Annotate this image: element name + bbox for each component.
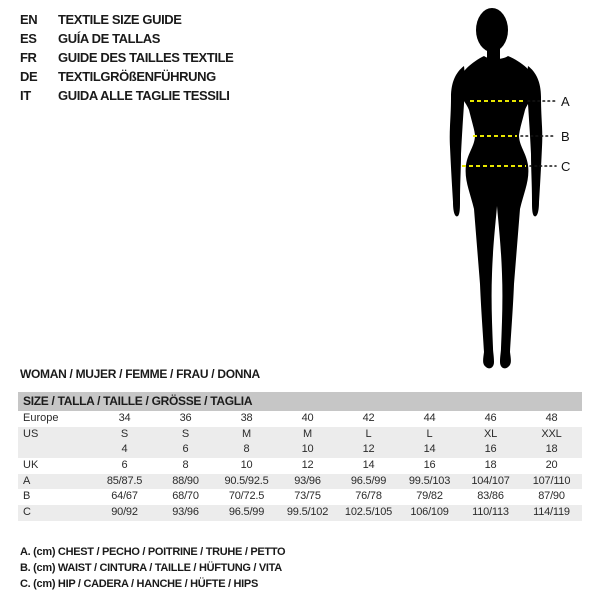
table-cell: 20 xyxy=(545,459,558,472)
row-label: UK xyxy=(23,459,39,472)
table-cell: 102.5/105 xyxy=(344,506,393,519)
legend-code: EN xyxy=(20,12,38,27)
hip-label-c: C xyxy=(561,159,571,174)
language-legend xyxy=(20,10,233,105)
row-label: Europe xyxy=(23,412,59,424)
table-cell: 10 xyxy=(301,443,314,456)
note-hip: C. (cm) HIP / CADERA / HANCHE / HÜFTE / HIPS xyxy=(20,578,258,590)
section-title: WOMAN / MUJER / FEMME / FRAU / DONNA xyxy=(20,367,260,381)
legend-row-de xyxy=(20,67,233,86)
table-cell: S xyxy=(181,427,190,440)
table-cell: 16 xyxy=(423,459,436,472)
table-cell: L xyxy=(365,427,372,440)
table-cell: 14 xyxy=(423,443,436,456)
table-cell: 114/119 xyxy=(533,506,570,519)
table-header: SIZE / TALLA / TAILLE / GRÖSSE / TAGLIA xyxy=(18,392,582,411)
table-cell: L xyxy=(426,427,433,440)
table-row-europe xyxy=(18,411,582,427)
table-cell: 40 xyxy=(301,412,314,424)
table-cell: 6 xyxy=(182,443,189,456)
table-cell: 68/70 xyxy=(172,490,199,503)
legend-code: ES xyxy=(20,31,37,46)
table-cell: 93/96 xyxy=(294,474,321,487)
table-cell: 106/109 xyxy=(410,506,449,519)
table-cell: 8 xyxy=(182,459,189,472)
table-cell: 16 xyxy=(484,443,497,456)
row-label xyxy=(18,442,94,458)
table-cell: 48 xyxy=(545,412,558,424)
woman-silhouette-figure xyxy=(448,4,580,374)
legend-text: GUIDE DES TAILLES TEXTILE xyxy=(58,50,234,65)
table-cell: 99.5/103 xyxy=(408,474,451,487)
table-row-waist-b xyxy=(18,489,582,505)
table-cell: 83/86 xyxy=(477,490,504,503)
legend-text: TEXTILGRÖßENFÜHRUNG xyxy=(58,69,216,84)
table-cell: 12 xyxy=(362,443,375,456)
table-cell: 76/78 xyxy=(355,490,382,503)
table-cell: 93/96 xyxy=(172,506,199,519)
table-cell: 107/110 xyxy=(532,474,571,487)
table-cell: 99.5/102 xyxy=(286,506,329,519)
table-cell: XL xyxy=(483,427,498,440)
table-row-us-numbers xyxy=(18,442,582,458)
legend-code: IT xyxy=(20,88,31,103)
table-cell: 6 xyxy=(121,459,128,472)
table-cell: 104/107 xyxy=(471,474,510,487)
note-chest: A. (cm) CHEST / PECHO / POITRINE / TRUHE / PETTO xyxy=(20,546,286,558)
table-cell: 110/113 xyxy=(472,506,509,519)
legend-code: DE xyxy=(20,69,38,84)
table-cell: M xyxy=(303,427,312,440)
waist-label-b: B xyxy=(561,129,570,144)
table-cell: 90/92 xyxy=(111,506,138,519)
table-cell: S xyxy=(120,427,129,440)
row-label: C xyxy=(23,506,31,519)
table-row-chest-a xyxy=(18,474,582,490)
legend-text: GUÍA DE TALLAS xyxy=(58,31,161,46)
table-cell: 18 xyxy=(484,459,497,472)
table-cell: 46 xyxy=(484,412,497,424)
table-cell: 96.5/99 xyxy=(228,506,265,519)
table-cell: 90.5/92.5 xyxy=(224,474,269,487)
table-cell: 4 xyxy=(121,443,128,456)
measurement-notes xyxy=(20,544,285,592)
table-cell: 12 xyxy=(301,459,314,472)
table-cell: 64/67 xyxy=(111,490,138,503)
table-cell: 34 xyxy=(118,412,131,424)
table-cell: 79/82 xyxy=(416,490,443,503)
table-cell: 88/90 xyxy=(172,474,199,487)
table-cell: 42 xyxy=(362,412,375,424)
table-cell: 87/90 xyxy=(538,490,565,503)
legend-code: FR xyxy=(20,50,37,65)
table-row-us-letters xyxy=(18,427,582,443)
legend-row-fr xyxy=(20,48,233,67)
silhouette-torso-legs xyxy=(457,56,537,368)
table-cell: 96.5/99 xyxy=(350,474,387,487)
table-cell: 14 xyxy=(362,459,375,472)
size-table xyxy=(18,392,582,521)
table-row-uk xyxy=(18,458,582,474)
legend-row-en xyxy=(20,10,233,29)
table-cell: 38 xyxy=(240,412,253,424)
table-row-hip-c xyxy=(18,505,582,521)
table-cell: 10 xyxy=(240,459,253,472)
table-cell: 70/72.5 xyxy=(228,490,265,503)
legend-text: TEXTILE SIZE GUIDE xyxy=(58,12,182,27)
row-label: B xyxy=(23,490,31,503)
legend-text: GUIDA ALLE TAGLIE TESSILI xyxy=(58,88,230,103)
legend-row-it xyxy=(20,86,233,105)
table-cell: 36 xyxy=(179,412,192,424)
legend-row-es xyxy=(20,29,233,48)
row-label: A xyxy=(23,474,31,487)
table-cell: 18 xyxy=(545,443,558,456)
chest-label-a: A xyxy=(561,94,570,109)
note-waist: B. (cm) WAIST / CINTURA / TAILLE / HÜFTUNG / VITA xyxy=(20,562,282,574)
table-cell: 85/87.5 xyxy=(106,474,143,487)
table-cell: 8 xyxy=(243,443,250,456)
row-label: US xyxy=(23,427,39,440)
table-cell: 44 xyxy=(423,412,436,424)
table-cell: M xyxy=(242,427,251,440)
table-cell: XXL xyxy=(541,427,562,440)
table-cell: 73/75 xyxy=(294,490,321,503)
